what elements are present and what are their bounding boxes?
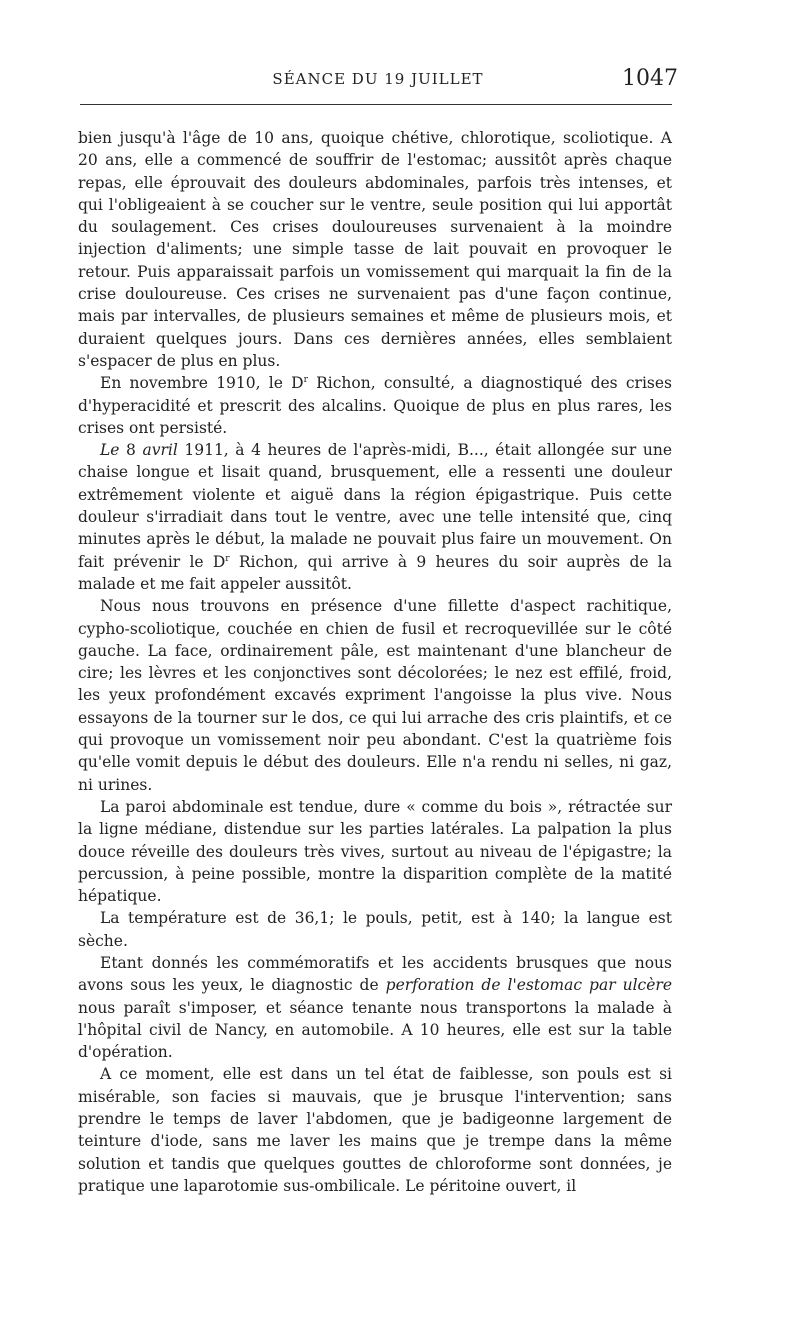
p7-before: Etant donnés les commémoratifs et les accidents brusques que nous avons sous les yeux, le diagnostic de bbox=[78, 953, 672, 995]
body-text bbox=[78, 127, 672, 1197]
paragraph-7 bbox=[78, 952, 672, 1063]
p2-before: En novembre 1910, le D bbox=[100, 374, 304, 393]
p2-sup: r bbox=[303, 375, 308, 386]
running-title: SÉANCE DU 19 JUILLET bbox=[272, 70, 484, 88]
p3-part1: 1911, à 4 heures de l'après-midi, B..., était allongée sur une chaise longue et lisait quand, brusquement, elle a ressenti une douleur extrêmement violente et aiguë dans la région épigastrique. Puis cette douleur s'irradiait dans tout le ventre, avec une telle intensité que, cinq minutes après le début, la malade ne pouvait plus faire un mouvement. On fait prévenir le D bbox=[78, 441, 672, 571]
p3-sup: r bbox=[225, 553, 230, 564]
paragraph-5: La paroi abdominale est tendue, dure « comme du bois », rétractée sur la ligne médiane, distendue sur les parties latérales. La palpation la plus douce réveille des douleurs très vives, surtout au niveau de l'épigastre; la percussion, à peine possible, montre la disparition complète de la matité hépatique. bbox=[78, 797, 672, 906]
paragraph-8: A ce moment, elle est dans un tel état de faiblesse, son pouls est si misérable, son facies si mauvais, que je brusque l'intervention; sans prendre le temps de laver l'abdomen, que je badigeonne largement de teinture d'iode, sans me laver les mains que je trempe dans la même solution et tandis que quelques gouttes de chloroforme sont données, je pratique une laparotomie sus-ombilicale. Le péritoine ouvert, il bbox=[78, 1065, 672, 1195]
page-number: 1047 bbox=[622, 66, 678, 91]
paragraph-3 bbox=[78, 439, 672, 595]
p7-after: nous paraît s'imposer, et séance tenante nous transportons la malade à l'hôpital civil de Nancy, en automobile. A 10 heures, elle est sur la table d'opération. bbox=[78, 998, 672, 1062]
p2-after: Richon, consulté, a diagnostiqué des crises d'hyperacidité et prescrit des alcalins. Quoique de plus en plus rares, les crises ont persisté. bbox=[78, 374, 672, 437]
paragraph-2 bbox=[78, 372, 672, 439]
header-rule bbox=[80, 104, 672, 105]
paragraph-1: bien jusqu'à l'âge de 10 ans, quoique chétive, chlorotique, scoliotique. A 20 ans, elle a commencé de souffrir de l'estomac; aussitôt après chaque repas, elle éprouvait des douleurs abdominales, parfois très intenses, et qui l'obligeaient à se coucher sur le ventre, seule position qui lui apportât du soulagement. Ces crises douloureuses survenaient à la moindre injection d'aliments; une simple tasse de lait pouvait en provoquer le retour. Puis apparaissait parfois un vomissement qui marquait la fin de la crise douloureuse. Ces crises ne survenaient pas d'une façon continue, mais par intervalles, de plusieurs semaines et même de plusieurs mois, et duraient quelques jours. Dans ces dernières années, elles semblaient s'espacer de plus en plus. bbox=[78, 129, 672, 370]
p3-italic-avril: avril bbox=[142, 441, 178, 460]
paragraph-4: Nous nous trouvons en présence d'une fillette d'aspect rachitique, cypho-scoliotique, couchée en chien de fusil et recroquevillée sur le côté gauche. La face, ordinairement pâle, est maintenant d'une blancheur de cire; les lèvres et les conjonctives sont décolorées; le nez est effilé, froid, les yeux profondément excavés expriment l'angoisse la plus vive. Nous essayons de la tourner sur le dos, ce qui lui arrache des cris plaintifs, et ce qui provoque un vomissement noir peu abondant. C'est la quatrième fois qu'elle vomit depuis le début des douleurs. Elle n'a rendu ni selles, ni gaz, ni urines. bbox=[78, 597, 672, 794]
paragraph-6: La température est de 36,1; le pouls, petit, est à 140; la langue est sèche. bbox=[78, 909, 672, 950]
p3-italic-le: Le bbox=[100, 441, 120, 460]
p7-italic: perforation de l'estomac par ulcère bbox=[385, 976, 672, 995]
p3-date-middle: 8 bbox=[119, 441, 143, 460]
page-header bbox=[78, 64, 678, 98]
p3-part2: Richon, qui arrive à 9 heures du soir auprès de la malade et me fait appeler aussitôt. bbox=[78, 552, 672, 593]
